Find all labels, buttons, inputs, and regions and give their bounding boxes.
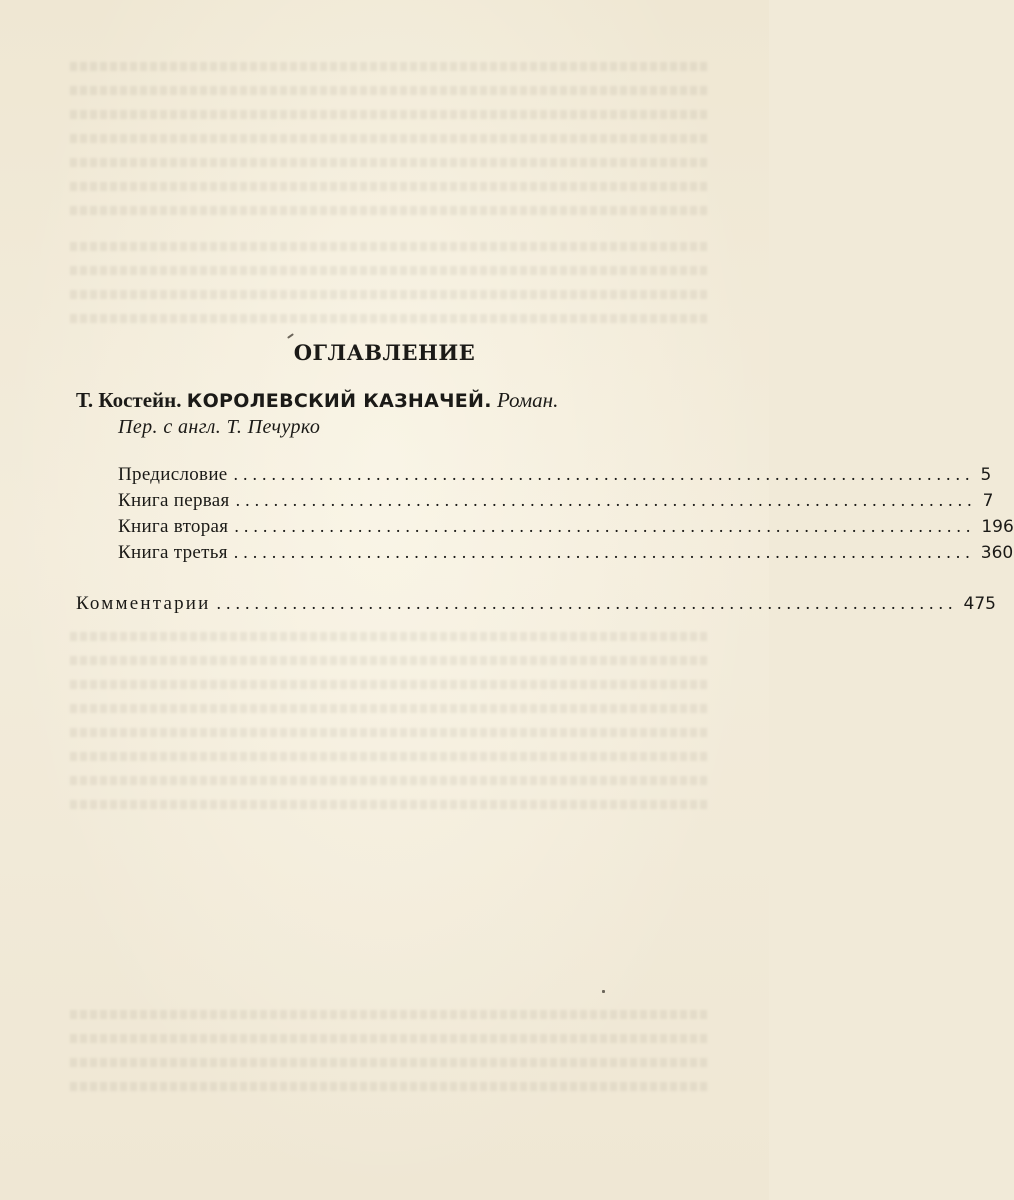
toc-leader-dots: ..............................................................................: [233, 542, 975, 562]
toc-row-label: Книга первая: [118, 490, 230, 511]
print-speck: [287, 333, 294, 339]
toc-row-label: Комментарии: [76, 593, 211, 614]
toc-row-page: 7: [982, 491, 994, 511]
show-through-line: [70, 800, 710, 809]
show-through-line: [70, 110, 710, 119]
toc-row-comments: [76, 593, 996, 615]
show-through-line: [70, 266, 710, 275]
toc-row-book-one: [118, 490, 994, 512]
show-through-line: [70, 182, 710, 191]
show-through-line: [70, 242, 710, 251]
show-through-line: [70, 134, 710, 143]
toc-row-label: Книга третья: [118, 542, 228, 563]
toc-row-page: 475: [963, 594, 996, 614]
show-through-line: [70, 776, 710, 785]
entry-translator: Пер. с англ. Т. Печурко: [118, 416, 321, 438]
show-through-line: [70, 314, 710, 323]
show-through-line: [70, 62, 710, 71]
toc-leader-dots: ..............................................................................: [235, 490, 977, 510]
show-through-line: [70, 290, 710, 299]
show-through-line: [70, 86, 710, 95]
toc-row-book-two: [118, 516, 1014, 538]
toc-row-label: Книга вторая: [118, 516, 229, 537]
show-through-line: [70, 158, 710, 167]
show-through-line: [70, 206, 710, 215]
show-through-line: [70, 1082, 710, 1091]
toc-row-page: 5: [980, 465, 992, 485]
show-through-line: [70, 656, 710, 665]
show-through-line: [70, 1010, 710, 1019]
toc-leader-dots: ..............................................................................: [233, 464, 975, 484]
show-through-line: [70, 1058, 710, 1067]
toc-row-page: 196: [981, 517, 1014, 537]
page-title: ОГЛАВЛЕНИЕ: [293, 340, 476, 365]
show-through-line: [70, 632, 710, 641]
show-through-line: [70, 704, 710, 713]
entry-author: Т. Костейн.: [76, 388, 182, 412]
show-through-line: [70, 752, 710, 761]
toc-row-label: Предисловие: [118, 464, 228, 485]
entry-genre: Роман.: [496, 388, 559, 412]
show-through-line: [70, 728, 710, 737]
toc-row-book-three: [118, 542, 1014, 564]
toc-leader-dots: ..............................................................................: [234, 516, 976, 536]
toc-row-preface: [118, 464, 992, 486]
toc-entry-heading: [76, 388, 558, 413]
toc-leader-dots: ..............................................................................: [216, 593, 958, 613]
show-through-line: [70, 680, 710, 689]
show-through-line: [70, 1034, 710, 1043]
entry-book-title: КОРОЛЕВСКИЙ КАЗНАЧЕЙ.: [186, 390, 492, 412]
toc-row-page: 360: [980, 543, 1014, 563]
print-speck: [602, 990, 605, 993]
